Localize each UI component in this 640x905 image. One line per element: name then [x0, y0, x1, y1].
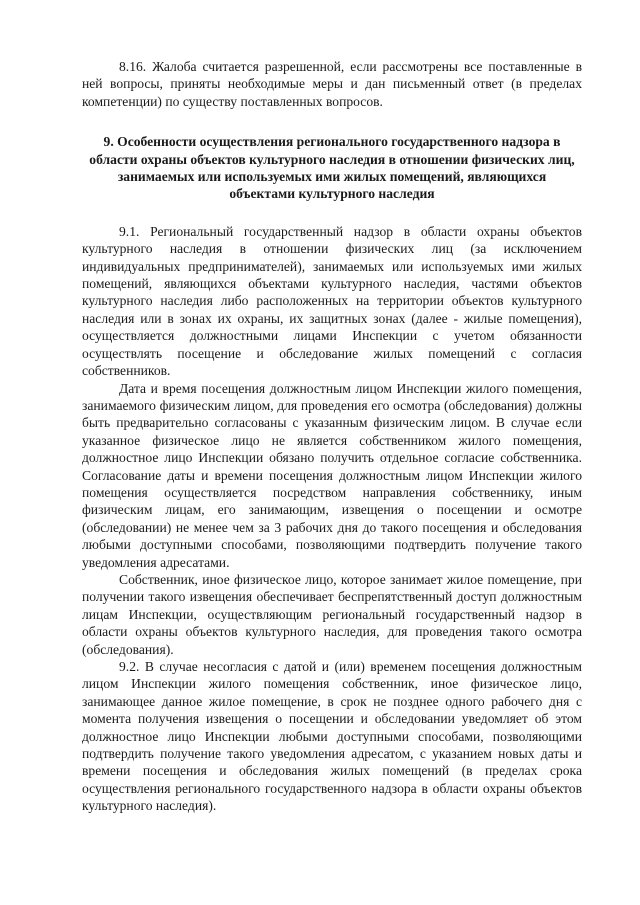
- document-page: [82, 58, 582, 815]
- paragraph-owner-access: Собственник, иное физическое лицо, которое занимает жилое помещение, при получении такого извещения обеспечивает беспрепятственный доступ должностным лицам Инспекции, осуществляющим региональный государственный надзор в области охраны объектов культурного наследия, для проведения такого осмотра (обследования).: [82, 571, 582, 657]
- paragraph-9-1: 9.1. Региональный государственный надзор в области охраны объектов культурного наследия в отношении физических лиц (за исключением индивидуальных предпринимателей), занимаемых или используемых ими жилых помещений, являющихся объектами культурного наследия, частями объектов культурного наследия либо расположенных на территории объектов культурного наследия или в зонах их охраны, их защитных зонах (далее - жилые помещения), осуществляется должностными лицами Инспекции с учетом обязанности осуществлять посещение и обследование жилых помещений с согласия собственников.: [82, 223, 582, 379]
- paragraph-9-2: 9.2. В случае несогласия с датой и (или) временем посещения должностным лицом Инспекции жилого помещения собственник, иное физическое лицо, занимающее данное жилое помещение, в срок не позднее одного рабочего дня с момента получения извещения о посещении и обследовании уведомляет об этом должностное лицо Инспекции любыми доступными способами, позволяющими подтвердить получение такого уведомления адресатом, с указанием новых даты и времени посещения и обследования жилых помещений (в пределах срока осуществления регионального государственного надзора в области охраны объектов культурного наследия).: [82, 659, 582, 814]
- section-heading-9: 9. Особенности осуществления регионального государственного надзора в области охраны объектов культурного наследия в отношении физических лиц, занимаемых или используемых ими жилых помещений, являющихся объектами культурного наследия: [89, 134, 575, 202]
- paragraph-visit-date: Дата и время посещения должностным лицом Инспекции жилого помещения, занимаемого физическим лицом, для проведения его осмотра (обследования) должны быть предварительно согласованы с указанным физическим лицом. В случае если указанное физическое лицо не является собственником жилого помещения, должностное лицо Инспекции обязано получить отдельное согласие собственника. Согласование даты и времени посещения должностным лицом Инспекции жилого помещения осуществляется посредством направления собственнику, иным физическим лицам, его занимающим, извещения о посещении и осмотре (обследовании) не менее чем за 3 рабочих дня до такого посещения и обследования любыми доступными способами, позволяющими подтвердить получение такого уведомления адресатами.: [82, 380, 582, 570]
- paragraph-8-16: 8.16. Жалоба считается разрешенной, если рассмотрены все поставленные в ней вопросы, приняты необходимые меры и дан письменный ответ (в пределах компетенции) по существу поставленных вопросов.: [82, 59, 582, 109]
